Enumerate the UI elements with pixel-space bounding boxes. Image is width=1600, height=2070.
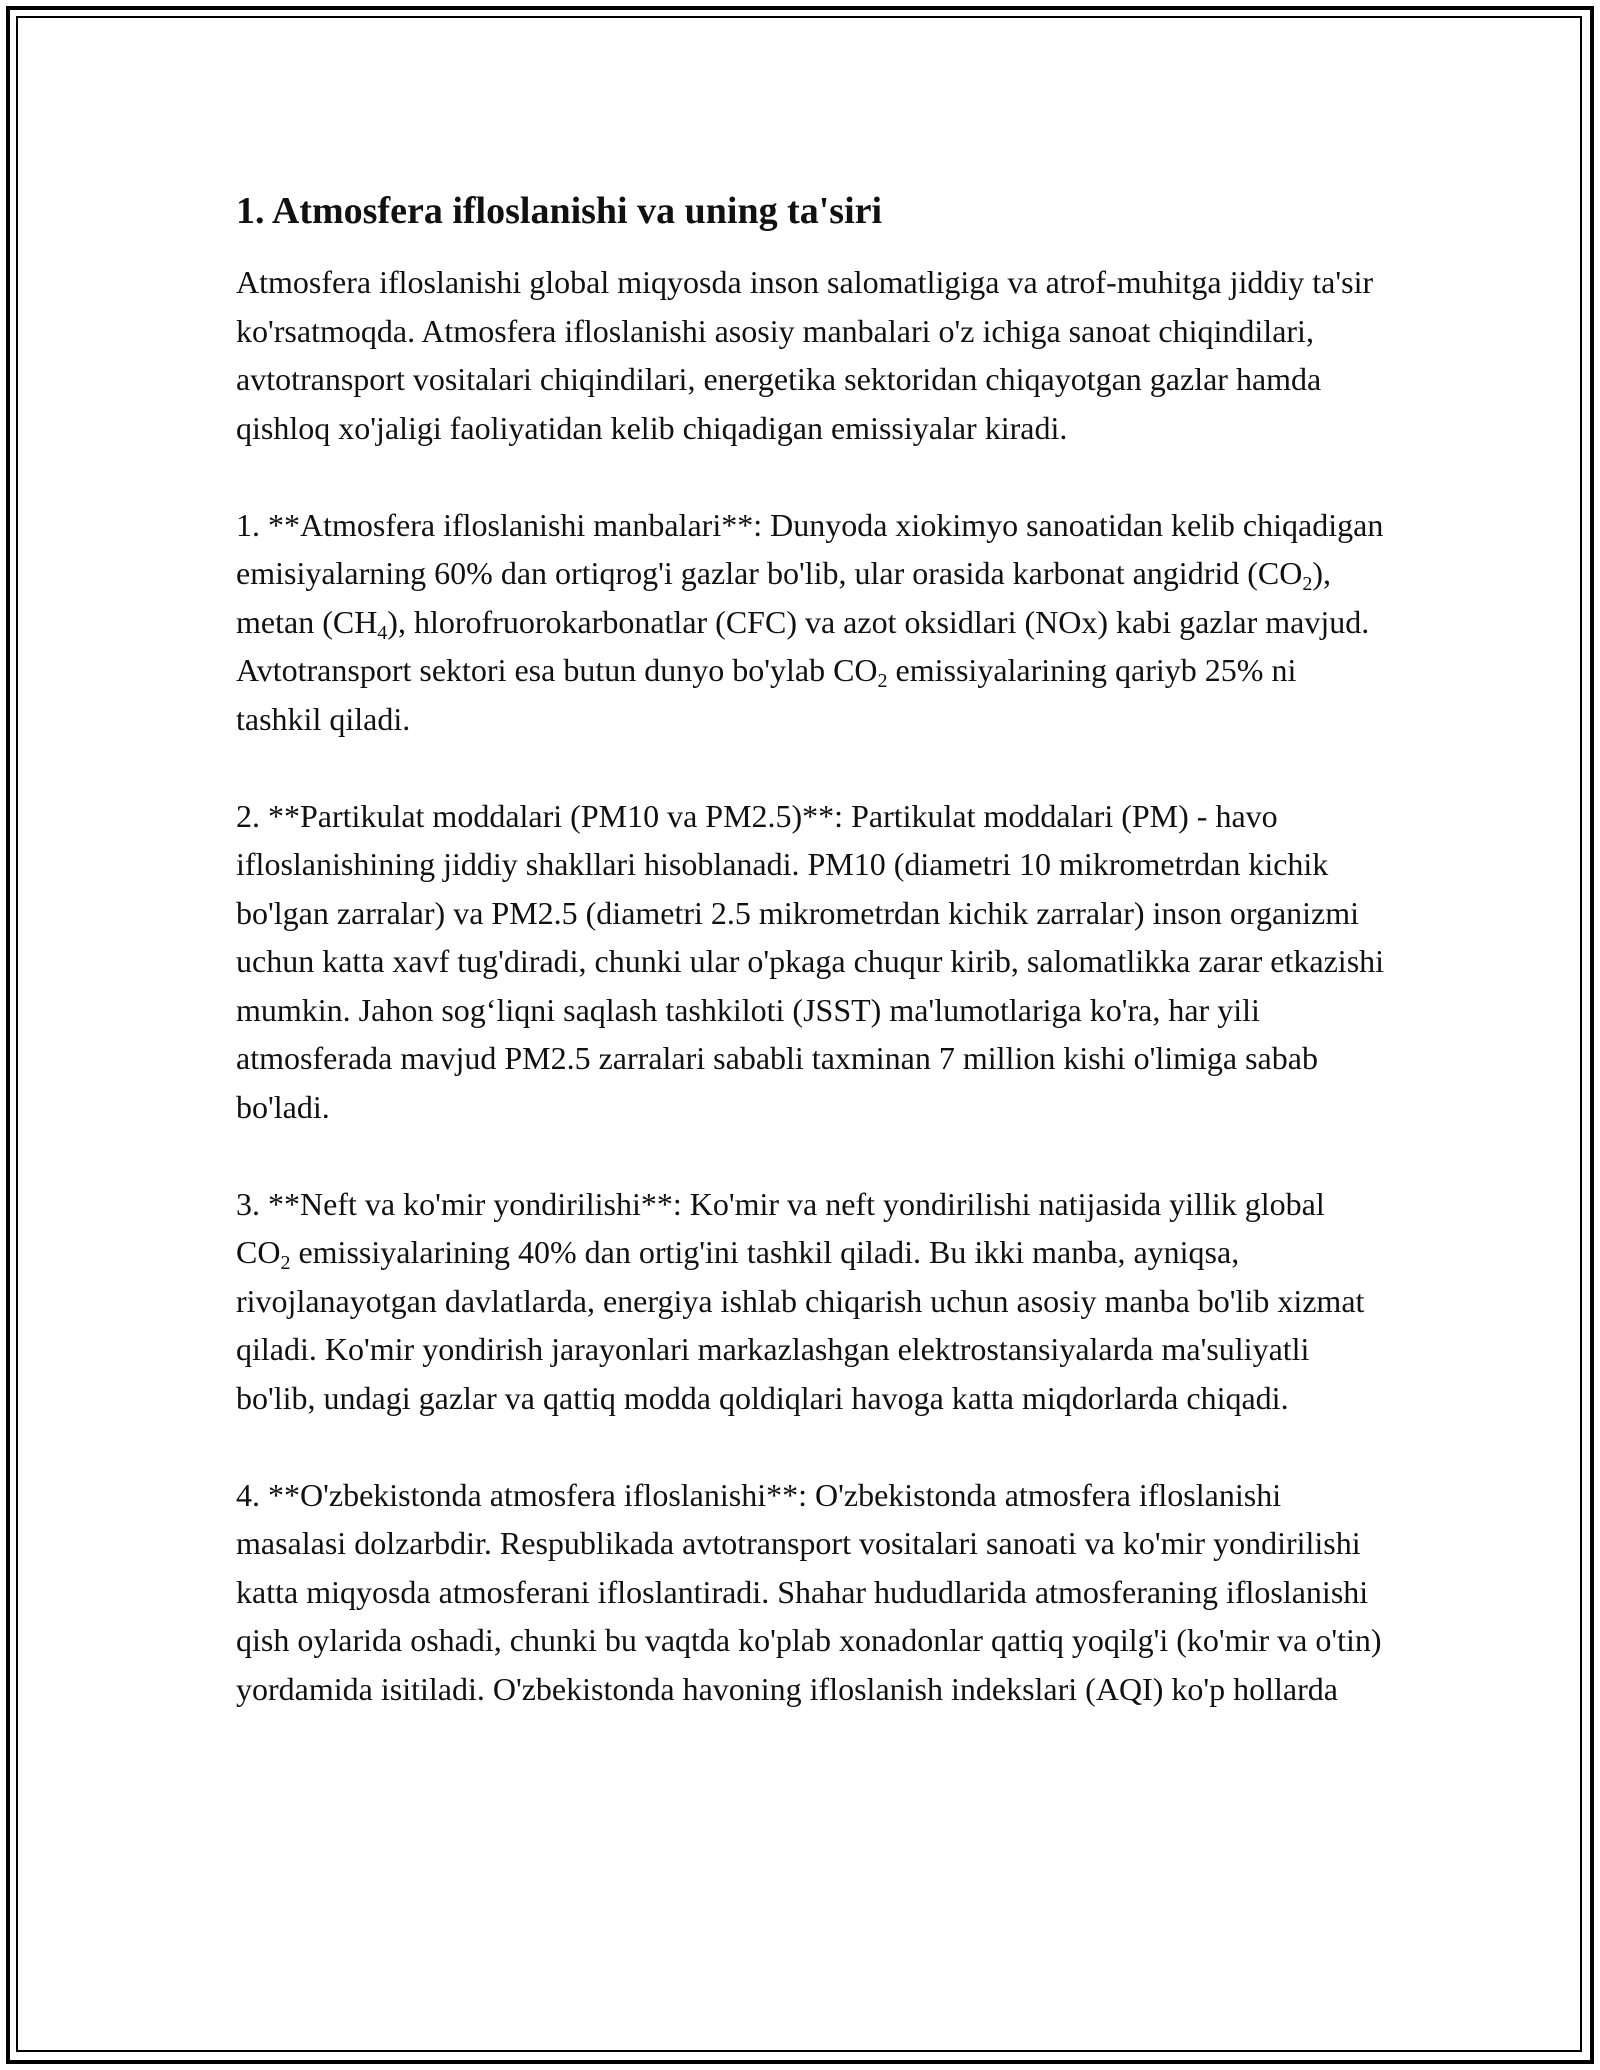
document-body bbox=[236, 186, 1386, 1762]
subscript: 2 bbox=[877, 670, 888, 692]
list-item-3-text-a: 3. **Neft va ko'mir yondirilishi**: Ko'mir va neft yondirilishi natijasida yillik global CO bbox=[236, 1185, 1325, 1270]
section-title: 1. Atmosfera ifloslanishi va uning ta'siri bbox=[236, 190, 883, 232]
subscript: 2 bbox=[1302, 573, 1313, 595]
intro-paragraph: Atmosfera ifloslanishi global miqyosda inson salomatligiga va atrof-muhitga jiddiy ta'sir ko'rsatmoqda. Atmosfera ifloslanishi asosiy manbalari o'z ichiga sanoat chiqindilari, avtotransport vositalari chiqindilari, energetika sektoridan chiqayotgan gazlar hamda qishloq xo'jaligi faoliyatidan kelib chiqadigan emissiyalar kiradi. bbox=[236, 264, 1374, 446]
list-item-1-text-a: 1. **Atmosfera ifloslanishi manbalari**: Dunyoda xiokimyo sanoatidan kelib chiqadigan emisiyalarning 60% dan ortiqrog'i gazlar bo'lib, ular orasida karbonat angidrid (CO bbox=[236, 506, 1384, 591]
subscript: 4 bbox=[377, 621, 388, 644]
list-item-1-text-b: ), metan (CH bbox=[236, 555, 1331, 640]
list-item-4: 4. **O'zbekistonda atmosfera ifloslanishi**: O'zbekistonda atmosfera ifloslanishi masalasi dolzarbdir. Respublikada avtotransport vositalari sanoati va ko'mir yondirilishi katta miqyosda atmosferani ifloslantiradi. Shahar hududlarida atmosferaning ifloslanishi qish oylarida oshadi, chunki bu vaqtda ko'plab xonadonlar qattiq yoqilg'i (ko'mir va o'tin) yordamida isitiladi. O'zbekistonda havoning ifloslanish indekslari (AQI) ko'p hollarda bbox=[236, 1476, 1382, 1707]
list-item-1-text-d: emissiyalarining qariyb 25% ni tashkil qiladi. bbox=[236, 652, 1297, 737]
list-item-2: 2. **Partikulat moddalari (PM10 va PM2.5)**: Partikulat moddalari (PM) - havo ifloslanishining jiddiy shakllari hisoblanadi. PM10 (diametri 10 mikrometrdan kichik bo'lgan zarralar) va PM2.5 (diametri 2.5 mikrometrdan kichik zarralar) inson organizmi uchun katta xavf tug'diradi, chunki ular o'pkaga chuqur kirib, salomatlikka zarar etkazishi mumkin. Jahon sog‘liqni saqlash tashkiloti (JSST) ma'lumotlariga ko'ra, har yili atmosferada mavjud PM2.5 zarralari sababli taxminan 7 million kishi o'limiga sabab bo'ladi. bbox=[236, 797, 1385, 1125]
list-item-1 bbox=[236, 501, 1386, 744]
subscript: 2 bbox=[280, 1252, 291, 1274]
list-item-3-text-b: emissiyalarining 40% dan ortig'ini tashkil qiladi. Bu ikki manba, ayniqsa, rivojlanayotgan davlatlarda, energiya ishlab chiqarish uchun asosiy manba bo'lib xizmat qiladi. Ko'mir yondirish jarayonlari markazlashgan elektrostansiyalarda ma'suliyatli bo'lib, undagi gazlar va qattiq modda qoldiqlari havoga katta miqdorlarda chiqadi. bbox=[236, 1234, 1365, 1416]
list-item-3 bbox=[236, 1180, 1386, 1423]
list-item-1-text-c: ), hlorofruorokarbonatlar (CFC) va azot oksidlari (NOx) kabi gazlar mavjud. Avtotransport sektori esa butun dunyo bo'ylab CO bbox=[236, 603, 1370, 688]
